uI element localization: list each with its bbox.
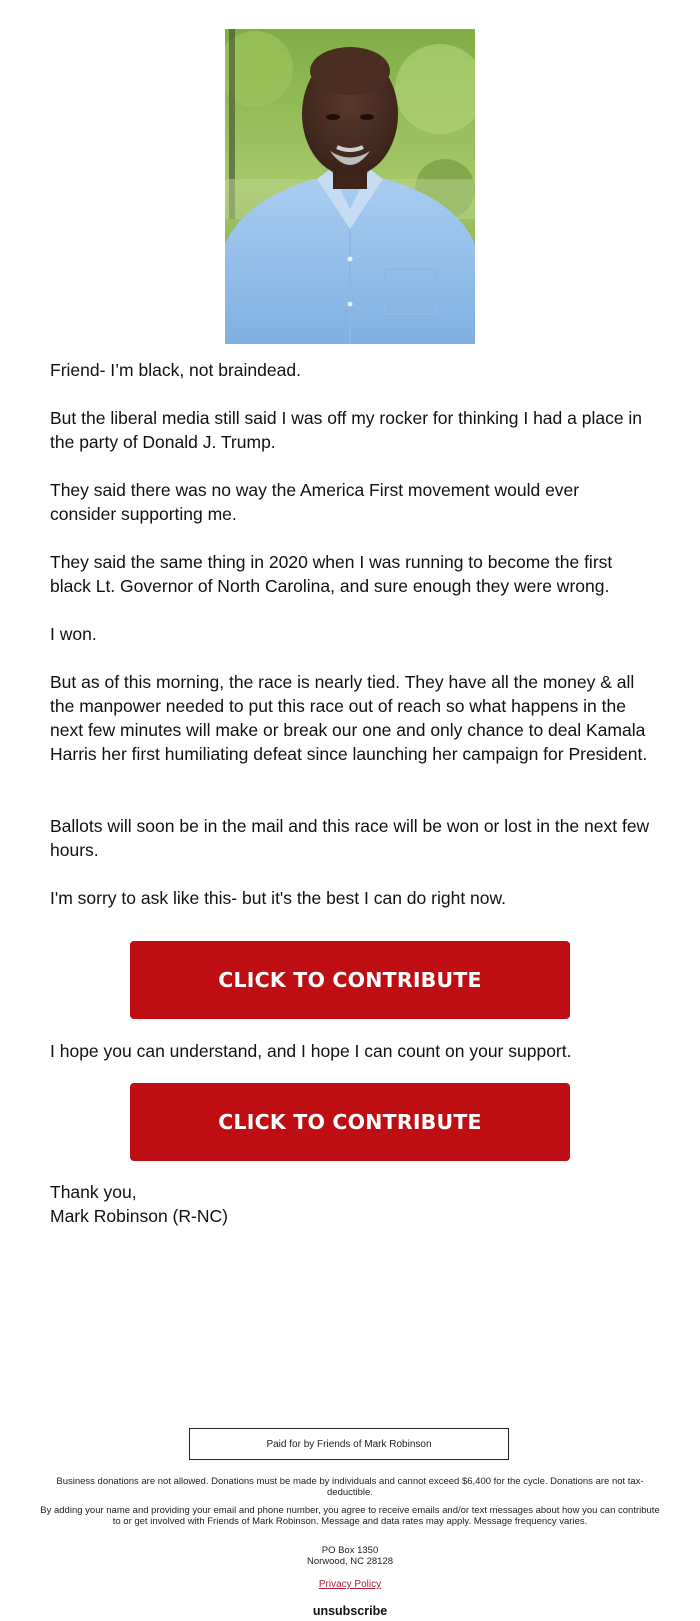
body-paragraph-ballots: Ballots will soon be in the mail and this race will be won or lost in the next few hours. xyxy=(50,816,650,860)
privacy-policy-link[interactable]: Privacy Policy xyxy=(318,1579,382,1590)
paid-for-disclaimer xyxy=(189,1428,509,1460)
address-line-1: PO Box 1350 xyxy=(321,1545,379,1556)
candidate-photo xyxy=(225,29,475,344)
consent-disclaimer: By adding your name and providing your email and phone number, you agree to receive emails and/or text messages about how you can contribute to or get involved with Friends of Mark Robinson. Message and data rates may apply. Message frequency varies. xyxy=(40,1505,660,1527)
address-line-2: Norwood, NC 28128 xyxy=(306,1556,394,1567)
body-paragraph-media: But the liberal media still said I was off my rocker for thinking I had a place in the party of Donald J. Trump. xyxy=(50,408,643,452)
body-paragraph-2020: They said the same thing in 2020 when I was running to become the first black Lt. Governor of North Carolina, and sure enough they were wrong. xyxy=(50,552,613,596)
body-paragraph-race-tied: But as of this morning, the race is nearly tied. They have all the money & all the manpower needed to put this race out of reach so what happens in the next few minutes will make or break our one and only chance to deal Kamala Harris her first humiliating defeat since launching her campaign for President. xyxy=(50,672,648,764)
body-paragraph-america-first: They said there was no way the America First movement would ever consider supporting me. xyxy=(50,480,580,524)
paid-for-text: Paid for by Friends of Mark Robinson xyxy=(266,1438,432,1450)
body-paragraph-support: I hope you can understand, and I hope I can count on your support. xyxy=(50,1041,572,1061)
contribute-button-2[interactable]: CLICK TO CONTRIBUTE xyxy=(130,1083,570,1161)
signoff: Thank you, xyxy=(50,1182,137,1202)
body-paragraph-won: I won. xyxy=(50,624,97,644)
body-paragraph-sorry: I'm sorry to ask like this- but it's the best I can do right now. xyxy=(50,888,507,908)
body-paragraph-greeting: Friend- I’m black, not braindead. xyxy=(50,360,301,380)
signature: Mark Robinson (R-NC) xyxy=(50,1206,228,1226)
donation-disclaimer: Business donations are not allowed. Donations must be made by individuals and cannot exceed $6,400 for the cycle. Donations are not tax-deductible. xyxy=(56,1476,644,1498)
unsubscribe-link[interactable]: unsubscribe xyxy=(312,1604,388,1618)
contribute-button-1[interactable]: CLICK TO CONTRIBUTE xyxy=(130,941,570,1019)
privacy-policy-container xyxy=(0,1579,700,1590)
